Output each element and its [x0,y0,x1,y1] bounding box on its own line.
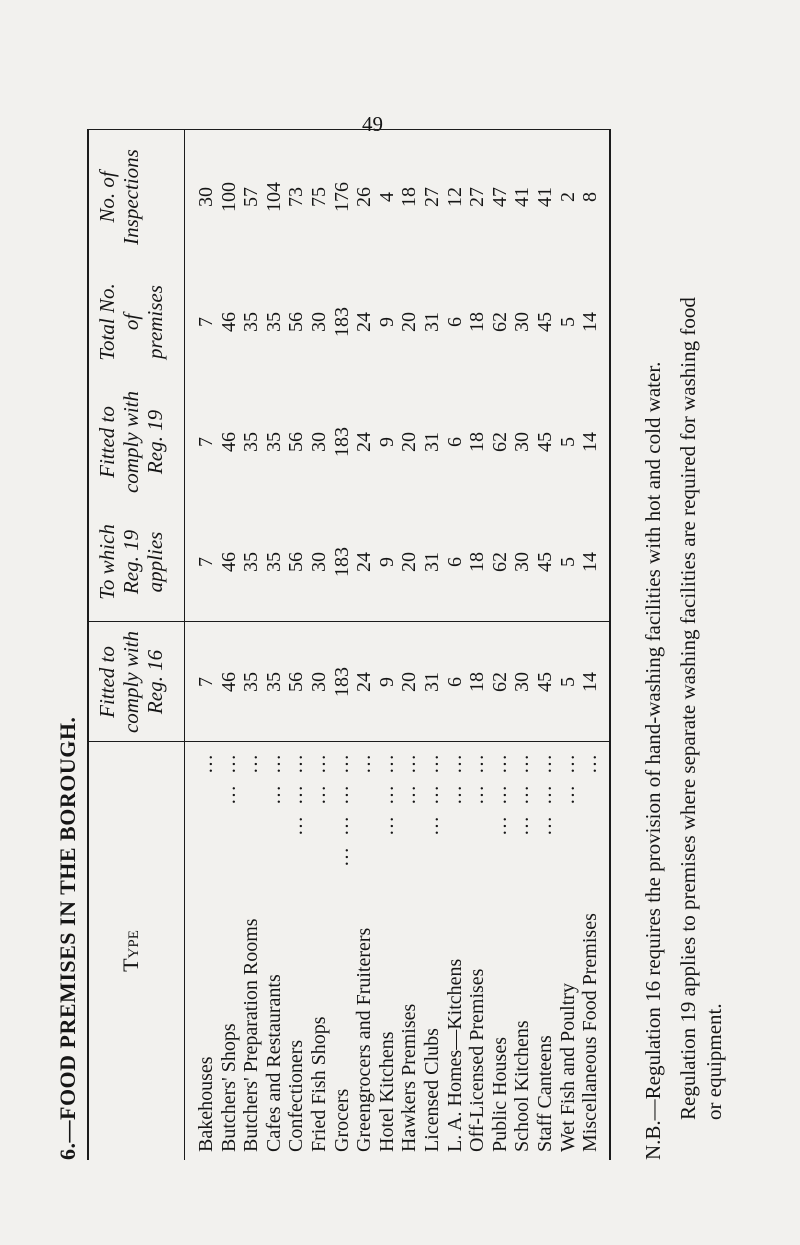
reg19-applies-cell: 24 [353,552,376,572]
page-number: 49 [362,112,383,136]
inspections-cell: 41 [511,187,534,207]
note-regulation-19: Regulation 19 applies to premises where separate washing facilities are required for washing food [676,297,700,1120]
inspections-cell: 176 [330,182,353,212]
reg19-fitted-cell: 18 [466,432,489,452]
leader-dots: … … … [511,751,534,836]
premises-type-label: Hotel Kitchens [375,1031,398,1152]
premises-type-label: Confectioners [285,1039,308,1152]
reg19-applies-cell: 183 [330,547,353,577]
premises-type-label: Cafes and Restaurants [262,974,285,1152]
leader-dots: … … … [285,751,308,836]
inspections-cell: 41 [533,187,556,207]
reg19-applies-cell: 5 [556,557,579,567]
reg16-cell: 35 [262,672,285,692]
premises-type-label: Greengrocers and Fruiterers [353,927,376,1152]
total-cell: 14 [579,312,602,332]
header-reg16-line: comply with [119,630,143,734]
header-type: Type [118,930,143,972]
reg16-cell: 183 [330,667,353,697]
leader-dots: … [240,751,263,774]
table-row-type [444,747,467,1152]
reg19-fitted-cell: 45 [533,432,556,452]
inspections-cell: 27 [420,187,443,207]
table-header [89,130,185,1160]
reg16-cell: 18 [466,672,489,692]
header-reg16-line: Fitted to [95,646,119,718]
reg19-applies-cell: 6 [443,557,466,567]
premises-type-label: Hawkers Premises [398,1003,421,1152]
table-row-type [240,747,263,1152]
inspections-cell: 12 [443,187,466,207]
total-cell: 31 [420,312,443,332]
premises-type-label: L. A. Homes—Kitchens [443,958,466,1152]
header-reg16-line: Reg. 16 [143,649,167,715]
table-row-type [263,747,286,1152]
total-column [195,262,602,382]
leader-dots: … … [217,751,240,805]
inspections-cell: 30 [195,187,217,207]
reg19-fitted-cell: 56 [285,432,308,452]
reg19-fitted-cell: 183 [330,427,353,457]
premises-type-label: Licensed Clubs [420,1028,443,1152]
reg19-fitted-cell: 7 [195,437,217,447]
reg16-cell: 20 [398,672,421,692]
premises-type-label: Miscellaneous Food Premises [579,913,602,1152]
leader-dots: … … [443,751,466,805]
inspections-cell: 26 [353,187,376,207]
inspections-cell: 18 [398,187,421,207]
reg19-fitted-cell: 31 [420,432,443,452]
table-row-type [353,747,376,1152]
table-row-type [218,747,241,1152]
reg19-fitted-cell: 6 [443,437,466,447]
total-cell: 5 [556,317,579,327]
inspections-cell: 73 [285,187,308,207]
inspections-cell: 47 [488,187,511,207]
reg16-cell: 35 [240,672,263,692]
total-cell: 30 [511,312,534,332]
reg16-cell: 31 [420,672,443,692]
premises-type-label: Public Houses [488,1037,511,1152]
header-reg19-fitted-line: comply with [119,390,143,494]
reg19-applies-cell: 35 [240,552,263,572]
inspections-cell: 75 [307,187,330,207]
reg19-fitted-cell: 14 [579,432,602,452]
total-cell: 56 [285,312,308,332]
premises-type-label: Butchers' Preparation Rooms [240,918,263,1152]
total-cell: 6 [443,317,466,327]
inspections-cell: 57 [240,187,263,207]
total-cell: 20 [398,312,421,332]
reg16-cell: 9 [375,677,398,687]
header-total-line: of [119,313,143,331]
reg16-cell: 45 [533,672,556,692]
reg19-applies-cell: 56 [285,552,308,572]
header-reg19-applies-line: To which [95,524,119,600]
table-row-type [308,747,331,1152]
leader-dots: … … [556,751,579,805]
table-row-type [331,747,354,1152]
reg16-cell: 14 [579,672,602,692]
reg19-applies-cell: 18 [466,552,489,572]
inspections-cell: 4 [375,192,398,202]
inspections-cell: 104 [262,182,285,212]
leader-dots: … … [307,751,330,805]
header-inspections-line: No. of [95,171,119,223]
note-regulation-16: N.B.—Regulation 16 requires the provision of hand-washing facilities with hot and cold water. [641,361,665,1160]
total-cell: 62 [488,312,511,332]
section-title: 6.—FOOD PREMISES IN THE BOROUGH. [55,716,80,1160]
total-cell: 35 [262,312,285,332]
reg16-cell: 30 [511,672,534,692]
reg19-fitted-cell: 5 [556,437,579,447]
reg19-applies-cell: 7 [195,557,217,567]
table-row-type [285,747,308,1152]
header-total [95,262,167,382]
reg19-applies-cell: 9 [375,557,398,567]
total-cell: 18 [466,312,489,332]
header-inspections [95,132,143,262]
premises-type-label: Fried Fish Shops [307,1016,330,1152]
table-row-type [534,747,557,1152]
table-row-type [421,747,444,1152]
total-cell: 35 [240,312,263,332]
total-cell: 183 [330,307,353,337]
table-row-type [579,747,602,1152]
premises-type-label: Butchers' Shops [217,1023,240,1152]
reg19-fitted-cell: 46 [217,432,240,452]
header-inspections-line: Inspections [119,149,143,245]
reg19-applies-cell: 14 [579,552,602,572]
premises-type-label: Bakehouses [195,1056,217,1152]
header-reg16 [95,622,167,742]
total-cell: 45 [533,312,556,332]
table-row-type [195,747,218,1152]
reg19-applies-cell: 30 [511,552,534,572]
table-row-type [557,747,580,1152]
leader-dots: … [353,751,376,774]
total-cell: 46 [217,312,240,332]
leader-dots: … … [398,751,421,805]
table-row-type [376,747,399,1152]
header-reg19-applies-line: applies [143,531,167,593]
leader-dots: … … … … [330,751,353,867]
total-cell: 30 [307,312,330,332]
reg19-fitted-cell: 30 [307,432,330,452]
type-column [195,747,602,1152]
leader-dots: … … … [533,751,556,836]
inspections-cell: 8 [579,192,602,202]
reg19-applies-cell: 45 [533,552,556,572]
reg16-column [195,622,602,742]
total-cell: 24 [353,312,376,332]
header-reg19-fitted-line: Reg. 19 [143,409,167,475]
table-row-type [398,747,421,1152]
premises-type-label: Grocers [330,1088,353,1152]
reg16-cell: 24 [353,672,376,692]
reg19-fitted-column [195,382,602,502]
inspections-column [195,132,602,262]
inspections-cell: 27 [466,187,489,207]
reg19-applies-cell: 30 [307,552,330,572]
reg16-cell: 46 [217,672,240,692]
header-total-line: Total No. [95,283,119,361]
table-row-type [511,747,534,1152]
table-row-type [489,747,512,1152]
reg16-cell: 62 [488,672,511,692]
leader-dots: … … … [375,751,398,836]
header-total-line: premises [143,285,167,359]
inspections-cell: 2 [556,192,579,202]
reg16-cell: 7 [195,677,217,687]
reg19-applies-cell: 20 [398,552,421,572]
leader-dots: … [195,751,217,774]
header-reg19-fitted-line: Fitted to [95,406,119,478]
note-regulation-19-cont: or equipment. [702,1003,726,1120]
reg16-cell: 30 [307,672,330,692]
reg19-fitted-cell: 24 [353,432,376,452]
total-cell: 9 [375,317,398,327]
reg19-applies-column [195,502,602,622]
reg19-fitted-cell: 35 [240,432,263,452]
inspections-cell: 100 [217,182,240,212]
leader-dots: … … … [488,751,511,836]
total-cell: 7 [195,317,217,327]
premises-type-label: Staff Canteens [533,1035,556,1152]
reg19-applies-cell: 35 [262,552,285,572]
header-reg19-fitted [95,382,167,502]
leader-dots: … … [262,751,285,805]
leader-dots: … … … [420,751,443,836]
header-reg19-applies-line: Reg. 19 [119,529,143,595]
reg19-fitted-cell: 20 [398,432,421,452]
premises-type-label: Off-Licensed Premises [466,968,489,1152]
rotated-page-content [55,120,745,1160]
reg19-applies-cell: 31 [420,552,443,572]
table-row-type [466,747,489,1152]
leader-dots: … [579,751,602,774]
premises-type-label: School Kitchens [511,1020,534,1152]
reg19-fitted-cell: 9 [375,437,398,447]
header-reg19-applies [95,502,167,622]
premises-type-label: Wet Fish and Poultry [556,983,579,1152]
reg16-cell: 56 [285,672,308,692]
reg19-applies-cell: 46 [217,552,240,572]
leader-dots: … … [466,751,489,805]
reg19-fitted-cell: 30 [511,432,534,452]
reg16-cell: 6 [443,677,466,687]
reg19-fitted-cell: 62 [488,432,511,452]
reg19-fitted-cell: 35 [262,432,285,452]
food-premises-table [87,129,611,1160]
reg19-applies-cell: 62 [488,552,511,572]
reg16-cell: 5 [556,677,579,687]
